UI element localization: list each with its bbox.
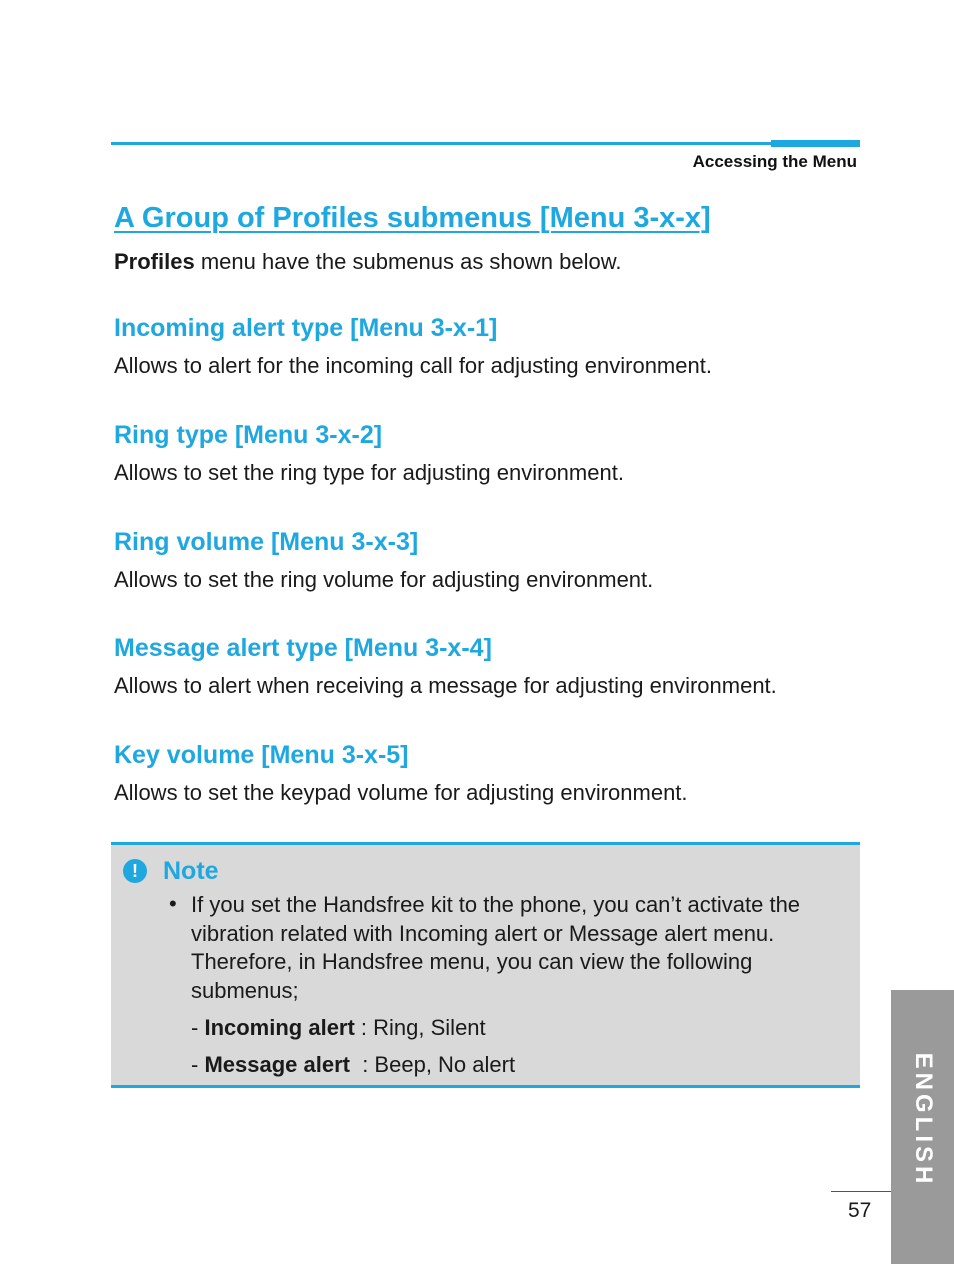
language-tab — [891, 990, 954, 1264]
header-rule-tab — [771, 140, 860, 147]
bullet-icon: • — [169, 891, 177, 916]
note-text: If you set the Handsfree kit to the phone, you can’t activate the vibration related with Incoming alert or Message alert menu. Therefore, in Handsfree menu, you can view the following submenus; — [191, 892, 801, 1003]
section-ring-type — [114, 420, 854, 486]
section-heading: Ring type [Menu 3-x-2] — [114, 421, 383, 449]
section-incoming-alert-type — [114, 313, 854, 379]
section-body: Allows to set the ring volume for adjusting environment. — [114, 567, 654, 592]
section-ring-volume — [114, 527, 854, 593]
section-key-volume — [114, 740, 854, 806]
section-body: Allows to alert when receiving a message for adjusting environment. — [114, 673, 777, 698]
section-heading: Key volume [Menu 3-x-5] — [114, 741, 409, 769]
page-title: A Group of Profiles submenus [Menu 3-x-x] — [114, 202, 711, 234]
section-label: Accessing the Menu — [692, 152, 857, 171]
header-rule — [111, 142, 860, 145]
item-value: : Beep, No alert — [349, 1052, 516, 1077]
page-number-rule — [831, 1191, 891, 1192]
section-body: Allows to set the ring type for adjusting environment. — [114, 460, 624, 485]
intro-paragraph — [114, 249, 622, 275]
page-number: 57 — [848, 1199, 872, 1222]
section-body: Allows to set the keypad volume for adjusting environment. — [114, 780, 688, 805]
intro-text: menu have the submenus as shown below. — [194, 249, 622, 274]
item-value: : Ring, Silent — [354, 1015, 486, 1040]
item-label: Incoming alert — [204, 1015, 355, 1040]
note-box — [111, 842, 860, 1088]
note-title: Note — [163, 857, 219, 885]
item-label: Message alert — [204, 1052, 350, 1077]
section-heading: Ring volume [Menu 3-x-3] — [114, 528, 419, 556]
section-body: Allows to alert for the incoming call for adjusting environment. — [114, 353, 712, 378]
section-heading: Message alert type [Menu 3-x-4] — [114, 634, 492, 662]
note-item-message-alert — [191, 1052, 515, 1078]
language-label: ENGLISH — [910, 1052, 937, 1188]
exclamation-icon: ! — [123, 859, 147, 883]
intro-bold: Profiles — [114, 249, 195, 274]
section-heading: Incoming alert type [Menu 3-x-1] — [114, 314, 498, 342]
section-message-alert-type — [114, 633, 854, 699]
note-item-incoming-alert — [191, 1015, 486, 1041]
dash: - — [191, 1052, 205, 1077]
dash: - — [191, 1015, 205, 1040]
